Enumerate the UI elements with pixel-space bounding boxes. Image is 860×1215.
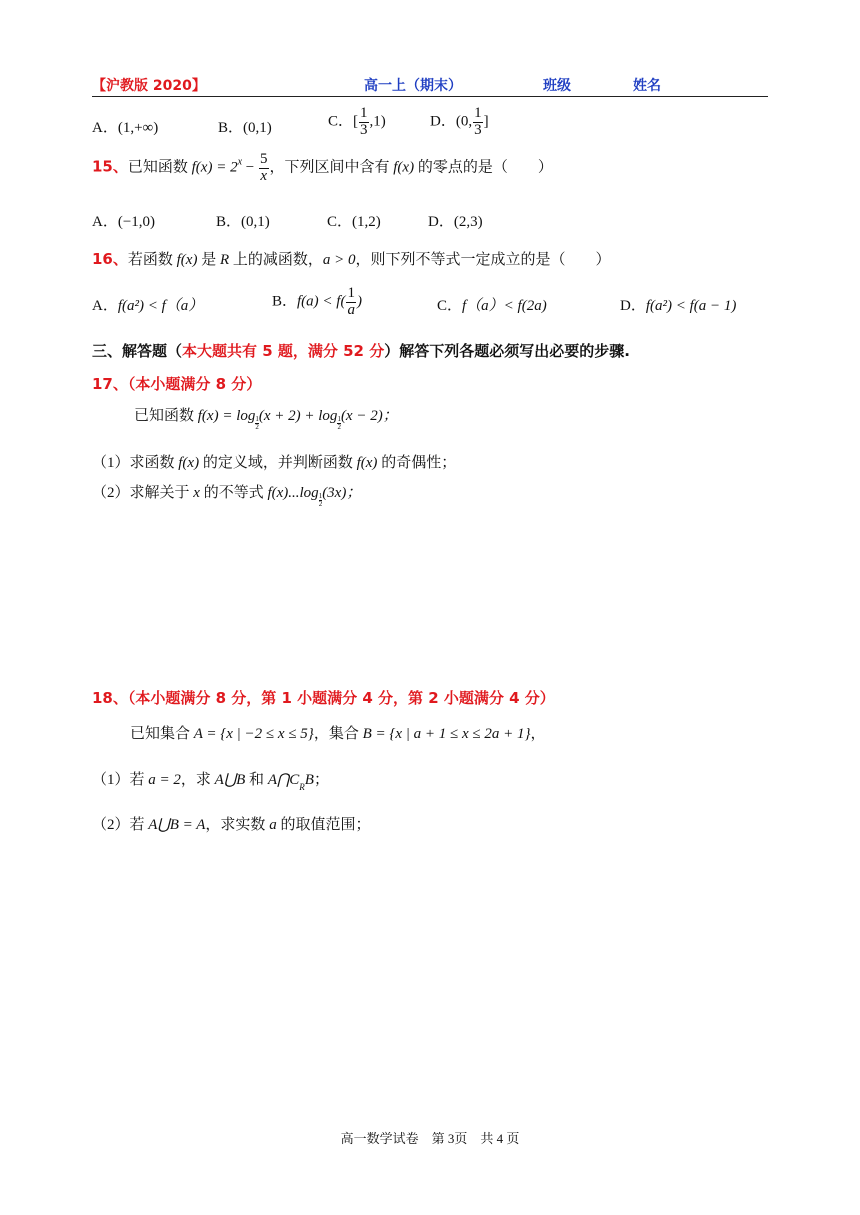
fraction-one-third: $\frac{1}{3}$ [474,105,482,138]
edition-label: 【沪教版 2020】 [92,78,206,94]
q15-option-a: A．(−1,0) [92,214,156,230]
log-base-half: $\frac{1}{2}$ [318,492,323,508]
q17-part-1: （1）求函数 f(x) 的定义域，并判断函数 f(x) 的奇偶性； [92,455,457,471]
fraction-1-over-a: $\frac{1}{a}$ [347,285,355,318]
q15-option-c: C．(1,2) [327,214,381,230]
log-base-half: $\frac{1}{2}$ [255,415,259,431]
grade-label: 高一上（期末） [364,78,462,94]
q16-options [92,286,772,328]
q15-options [92,210,772,232]
q17-heading: 17、（本小题满分 8 分） [92,375,262,393]
q18-heading: 18、（本小题满分 8 分，第 1 小题满分 4 分，第 2 小题满分 4 分） [92,689,555,707]
q16-option-c: C．f（a）< f(2a) [437,298,547,314]
q16-option-d: D．f(a²) < f(a − 1) [620,298,737,314]
q16-stem: 16、若函数 f(x) 是 R 上的减函数，a > 0，则下列不等式一定成立的是（ ） [92,250,611,268]
section-3-title: 三、解答题（本大题共有 5 题，满分 52 分）解答下列各题必须写出必要的步骤. [92,342,630,360]
q16-option-a: A．f(a²) < f（a） [92,298,204,314]
q14-options [92,106,772,146]
q14-option-c: C．[ $\frac{1}{3}$ ,1) [328,105,386,138]
class-label: 班级 [543,78,571,94]
q18-stem: 已知集合 A = {x | −2 ≤ x ≤ 5}，集合 B = {x | a + 1 ≤ x ≤ 2a + 1}， [130,726,546,742]
q14-option-d: D．(0, $\frac{1}{3}$ ] [430,105,489,138]
q14-option-a: A．(1,+∞) [92,120,159,136]
fraction-5-over-x: $\frac{5}{x}$ [260,151,268,184]
name-label: 姓名 [633,78,661,94]
q17-part-2: （2）求解关于 x 的不等式 f(x)...log $\frac{1}{2}(3x)$； [92,485,362,508]
q18-part-2: （2）若 A⋃B = A，求实数 a 的取值范围； [92,817,371,833]
page-footer: 高一数学试卷 第 3页 共 4 页 [340,1131,520,1146]
q15-stem: 15、已知函数 $f(x) = 2^x$ − $\frac{5}{x}$ ，下列区间中含有 f(x) 的零点的是（ ） [92,151,553,184]
q16-option-b: B．f(a) < f( $\frac{1}{a}$ ) [272,285,362,318]
log-base-half: $\frac{1}{2}$ [337,415,341,431]
header-rule [92,96,768,97]
q15-option-d: D．(2,3) [428,214,483,230]
q17-stem: 已知函数 f(x) = log $\frac{1}{2}(x + 2) + \log$ $\frac{1}{2}(x - 2)$； [134,408,398,431]
q18-part-1: （1）若 a = 2，求 A⋃B 和 $A⋂C_RB$； [92,772,329,792]
q14-option-b: B．(0,1) [218,120,272,136]
q15-option-b: B．(0,1) [216,214,270,230]
fraction-one-third: $\frac{1}{3}$ [360,105,368,138]
